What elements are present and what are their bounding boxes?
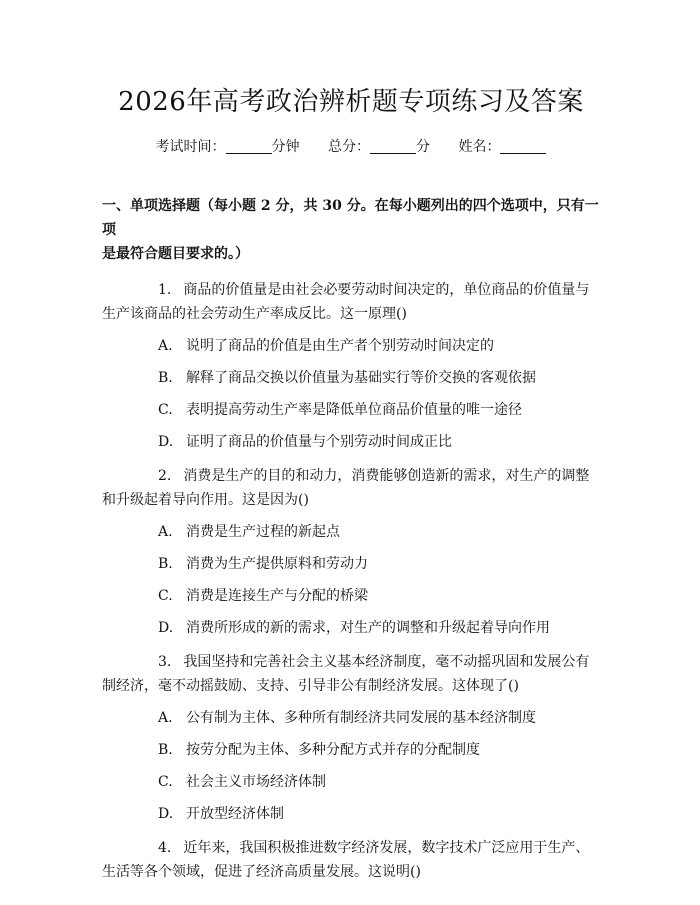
option-c bbox=[102, 772, 600, 792]
exam-time-blank bbox=[226, 139, 272, 154]
question-text: 近年来，我国积极推进数字经济发展，数字技术广泛应用于生产、生活等各个领域，促进了经济高质量发展。这说明() bbox=[102, 840, 590, 880]
question-number: 2. bbox=[158, 468, 172, 484]
total-score-unit: 分 bbox=[416, 139, 430, 155]
total-score-label: 总分： bbox=[328, 139, 370, 155]
question-3-options bbox=[102, 708, 600, 824]
option-b bbox=[102, 740, 600, 760]
question-number: 4. bbox=[158, 840, 172, 856]
section-heading-line-2: 是最符合题目要求的。） bbox=[102, 246, 249, 262]
question-3 bbox=[102, 650, 600, 698]
option-text: 消费是连接生产与分配的桥梁 bbox=[186, 588, 368, 604]
option-letter: A. bbox=[158, 338, 173, 354]
option-a bbox=[102, 708, 600, 728]
option-letter: D. bbox=[158, 434, 174, 450]
student-name-label: 姓名： bbox=[458, 139, 501, 155]
exam-time-label: 考试时间： bbox=[155, 139, 226, 155]
option-d bbox=[102, 618, 600, 638]
option-letter: A. bbox=[158, 710, 173, 726]
question-2-options bbox=[102, 522, 600, 638]
exam-info-line bbox=[102, 136, 600, 158]
option-a bbox=[102, 336, 600, 356]
option-letter: C. bbox=[158, 774, 173, 790]
question-text: 我国坚持和完善社会主义基本经济制度，毫不动摇巩固和发展公有制经济，毫不动摇鼓励、支持、引导非公有制经济发展。这体现了() bbox=[102, 654, 590, 694]
question-text: 消费是生产的目的和动力，消费能够创造新的需求，对生产的调整和升级起着导向作用。这是因为() bbox=[102, 468, 590, 508]
question-text: 商品的价值量是由社会必要劳动时间决定的，单位商品的价值量与生产该商品的社会劳动生产率成反比。这一原理() bbox=[102, 282, 590, 322]
page-title: 2026年高考政治辨析题专项练习及答案 bbox=[118, 87, 584, 117]
option-text: 开放型经济体制 bbox=[186, 806, 284, 822]
student-name-blank bbox=[500, 139, 546, 154]
total-score bbox=[328, 136, 430, 158]
option-b bbox=[102, 368, 600, 388]
option-text: 按劳分配为主体、多种分配方式并存的分配制度 bbox=[186, 742, 480, 758]
option-letter: A. bbox=[158, 524, 173, 540]
option-letter: B. bbox=[158, 742, 173, 758]
option-text: 说明了商品的价值是由生产者个别劳动时间决定的 bbox=[186, 338, 494, 354]
option-text: 公有制为主体、多种所有制经济共同发展的基本经济制度 bbox=[186, 710, 536, 726]
question-number: 3. bbox=[158, 654, 172, 670]
option-letter: B. bbox=[158, 370, 173, 386]
option-letter: C. bbox=[158, 588, 173, 604]
question-1-options bbox=[102, 336, 600, 452]
section-heading bbox=[102, 194, 600, 266]
question-1 bbox=[102, 278, 600, 326]
question-2 bbox=[102, 464, 600, 512]
student-name bbox=[458, 136, 546, 158]
option-text: 证明了商品的价值量与个别劳动时间成正比 bbox=[186, 434, 452, 450]
option-text: 社会主义市场经济体制 bbox=[186, 774, 326, 790]
option-d bbox=[102, 804, 600, 824]
option-letter: D. bbox=[158, 806, 174, 822]
option-letter: B. bbox=[158, 556, 173, 572]
option-d bbox=[102, 432, 600, 452]
option-text: 解释了商品交换以价值量为基础实行等价交换的客观依据 bbox=[186, 370, 536, 386]
question-number: 1. bbox=[158, 282, 172, 298]
option-text: 消费所形成的新的需求，对生产的调整和升级起着导向作用 bbox=[186, 620, 550, 636]
option-letter: D. bbox=[158, 620, 174, 636]
option-text: 消费是生产过程的新起点 bbox=[186, 524, 340, 540]
option-a bbox=[102, 522, 600, 542]
option-text: 表明提高劳动生产率是降低单位商品价值量的唯一途径 bbox=[186, 402, 522, 418]
exam-time-unit: 分钟 bbox=[271, 139, 300, 155]
option-b bbox=[102, 554, 600, 574]
option-text: 消费为生产提供原料和劳动力 bbox=[186, 556, 368, 572]
question-4 bbox=[102, 836, 600, 884]
option-c bbox=[102, 400, 600, 420]
option-letter: C. bbox=[158, 402, 173, 418]
section-heading-line-1: 一、单项选择题（每小题 2 分，共 30 分。在每小题列出的四个选项中，只有一项 bbox=[102, 198, 599, 238]
exam-time bbox=[156, 136, 300, 158]
option-c bbox=[102, 586, 600, 606]
total-score-blank bbox=[370, 139, 416, 154]
